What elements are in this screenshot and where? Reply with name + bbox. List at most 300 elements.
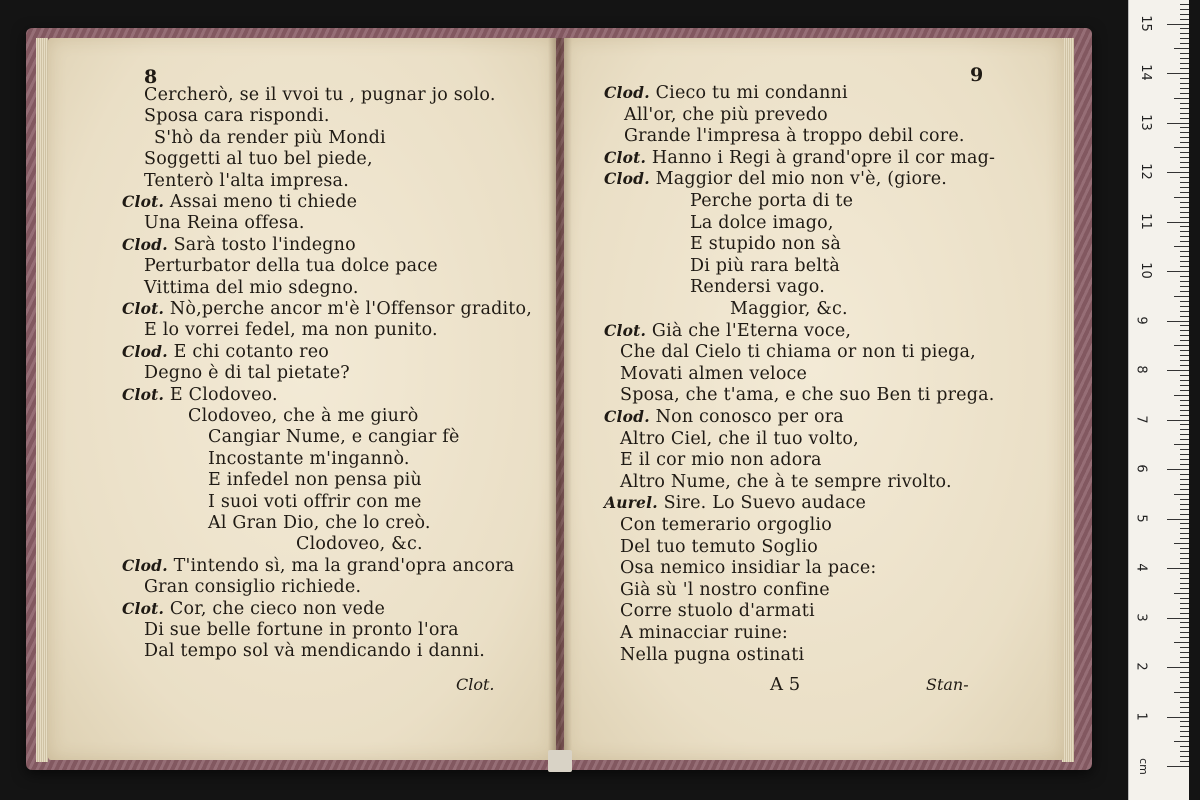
- ruler-tick: [1180, 613, 1189, 614]
- ruler-tick: [1180, 424, 1189, 425]
- ruler-tick: [1180, 276, 1189, 277]
- ruler-tick: [1180, 137, 1189, 138]
- verse-text: Maggior, &c.: [730, 299, 848, 319]
- ruler-tick: [1180, 657, 1189, 658]
- text-line: [144, 619, 459, 641]
- text-line: [620, 579, 830, 601]
- ruler-tick: [1180, 751, 1189, 752]
- ruler-number: 15: [1137, 14, 1153, 32]
- ruler-tick: [1180, 187, 1189, 188]
- text-line: [620, 428, 859, 450]
- text-line: [604, 406, 844, 428]
- text-line: [144, 640, 485, 662]
- ruler-number: 14: [1137, 64, 1153, 81]
- ruler-tick: [1174, 444, 1189, 445]
- ruler-tick: [1180, 340, 1189, 341]
- verse-text: Osa nemico insidiar la pace:: [620, 558, 877, 579]
- text-line: [122, 598, 385, 620]
- text-line: [620, 514, 832, 536]
- ruler-number: 2: [1133, 662, 1149, 671]
- ruler-tick: [1180, 672, 1189, 673]
- ruler-tick: [1180, 33, 1189, 34]
- text-line: [620, 341, 976, 363]
- right-catchword: Stan-: [926, 675, 969, 694]
- ruler-tick: [1167, 420, 1189, 421]
- text-line: [208, 426, 460, 448]
- ruler-tick: [1174, 48, 1189, 49]
- ruler-tick: [1180, 756, 1189, 757]
- text-line: [604, 320, 851, 342]
- ruler-tick: [1167, 667, 1189, 668]
- ruler-tick: [1180, 405, 1189, 406]
- ruler-tick: [1180, 118, 1189, 119]
- text-line: [122, 191, 357, 213]
- text-line: [154, 127, 386, 149]
- text-line: [122, 555, 514, 577]
- ruler-tick: [1180, 504, 1189, 505]
- text-line: [604, 168, 947, 190]
- left-page-number: 8: [144, 66, 158, 88]
- spine-tab: [548, 750, 572, 772]
- ruler-tick: [1180, 627, 1189, 628]
- ruler-tick: [1180, 761, 1189, 762]
- ruler-tick: [1174, 543, 1189, 544]
- ruler-tick: [1180, 464, 1189, 465]
- text-line: [144, 255, 438, 277]
- ruler-tick: [1180, 731, 1189, 732]
- ruler-tick: [1174, 494, 1189, 495]
- ruler-number: 5: [1133, 513, 1149, 523]
- measuring-ruler: [1128, 0, 1189, 800]
- ruler-tick: [1180, 58, 1189, 59]
- speaker-label: Clod.: [122, 234, 168, 254]
- ruler-tick: [1180, 330, 1189, 331]
- text-line: [620, 384, 995, 406]
- text-line: [208, 491, 422, 513]
- ruler-tick: [1180, 236, 1189, 237]
- ruler-number: 7: [1133, 414, 1149, 424]
- text-line: [690, 190, 853, 212]
- verse-text: Una Reina offesa.: [144, 213, 305, 234]
- text-line: [122, 341, 329, 363]
- text-line: [690, 255, 840, 277]
- text-line: [624, 125, 965, 147]
- verse-text: Cangiar Nume, e cangiar fè: [208, 427, 460, 448]
- ruler-tick: [1180, 68, 1189, 69]
- ruler-tick: [1180, 632, 1189, 633]
- verse-text: Incostante m'ingannò.: [208, 448, 410, 469]
- ruler-tick: [1180, 261, 1189, 262]
- ruler-tick: [1180, 202, 1189, 203]
- ruler-tick: [1180, 588, 1189, 589]
- ruler-tick: [1180, 499, 1189, 500]
- verse-text: Soggetti al tuo bel piede,: [144, 149, 373, 170]
- ruler-tick: [1174, 98, 1189, 99]
- ruler-tick: [1180, 553, 1189, 554]
- verse-text: Vittima del mio sdegno.: [144, 277, 359, 298]
- ruler-tick: [1174, 642, 1189, 643]
- verse-text: Grande l'impresa à troppo debil core.: [624, 126, 965, 147]
- ruler-tick: [1180, 286, 1189, 287]
- ruler-tick: [1180, 350, 1189, 351]
- ruler-tick: [1180, 697, 1189, 698]
- ruler-tick: [1180, 702, 1189, 703]
- ruler-tick: [1180, 736, 1189, 737]
- text-line: [620, 600, 815, 622]
- ruler-tick: [1180, 509, 1189, 510]
- ruler-tick: [1180, 558, 1189, 559]
- ruler-tick: [1180, 108, 1189, 109]
- text-line: [188, 405, 418, 427]
- ruler-tick: [1180, 622, 1189, 623]
- ruler-number: 1: [1133, 711, 1149, 721]
- ruler-tick: [1180, 390, 1189, 391]
- ruler-number: 13: [1137, 113, 1153, 131]
- ruler-tick: [1167, 766, 1189, 767]
- ruler-tick: [1180, 9, 1189, 10]
- left-page: [48, 38, 556, 760]
- verse-text: Nò,perche ancor m'è l'Offensor gradito,: [169, 299, 533, 319]
- ruler-tick: [1180, 598, 1189, 599]
- verse-text: Nella pugna ostinati: [620, 644, 805, 665]
- verse-text: I suoi voti offrir con me: [208, 491, 422, 512]
- ruler-tick: [1167, 519, 1189, 520]
- ruler-tick: [1180, 603, 1189, 604]
- verse-text: Altro Ciel, che il tuo volto,: [620, 428, 859, 449]
- ruler-tick: [1180, 528, 1189, 529]
- ruler-tick: [1180, 142, 1189, 143]
- verse-text: Altro Nume, che à te sempre rivolto.: [620, 471, 952, 492]
- ruler-tick: [1180, 459, 1189, 460]
- text-line: [620, 363, 807, 385]
- text-line: [620, 644, 804, 666]
- ruler-tick: [1180, 231, 1189, 232]
- text-line: [624, 104, 828, 126]
- verse-text: Già che l'Eterna voce,: [651, 320, 852, 341]
- ruler-tick: [1180, 14, 1189, 15]
- text-line: [690, 276, 825, 298]
- verse-text: Sarà tosto l'indegno: [173, 234, 356, 255]
- verse-text: Corre stuolo d'armati: [620, 601, 815, 622]
- ruler-tick: [1180, 157, 1189, 158]
- right-page-number: 9: [970, 64, 984, 86]
- text-line: [690, 233, 841, 255]
- ruler-tick: [1180, 192, 1189, 193]
- ruler-tick: [1167, 321, 1189, 322]
- ruler-tick: [1180, 707, 1189, 708]
- ruler-tick: [1167, 24, 1189, 25]
- ruler-tick: [1180, 484, 1189, 485]
- ruler-tick: [1180, 652, 1189, 653]
- verse-text: E infedel non pensa più: [208, 470, 422, 491]
- ruler-tick: [1180, 474, 1189, 475]
- verse-text: Sire. Lo Suevo audace: [663, 493, 867, 514]
- ruler-tick: [1167, 717, 1189, 718]
- verse-text: Sposa cara rispondi.: [144, 106, 330, 127]
- ruler-tick: [1180, 365, 1189, 366]
- ruler-tick: [1167, 618, 1189, 619]
- verse-text: T'intendo sì, ma la grand'opra ancora: [173, 555, 515, 576]
- verse-text: Perturbator della tua dolce pace: [144, 256, 438, 277]
- text-line: [208, 448, 410, 470]
- ruler-tick: [1180, 241, 1189, 242]
- ruler-tick: [1180, 226, 1189, 227]
- ruler-tick: [1180, 132, 1189, 133]
- ruler-number: 9: [1133, 315, 1149, 325]
- ruler-tick: [1180, 573, 1189, 574]
- verse-text: E stupido non sà: [690, 234, 841, 255]
- text-line: [208, 512, 431, 534]
- speaker-label: Clod.: [604, 169, 650, 189]
- ruler-tick: [1180, 578, 1189, 579]
- ruler-tick: [1180, 162, 1189, 163]
- ruler-tick: [1167, 222, 1189, 223]
- ruler-tick: [1180, 256, 1189, 257]
- right-page: [564, 38, 1064, 760]
- ruler-tick: [1180, 583, 1189, 584]
- verse-text: Cor, che cieco non vede: [169, 598, 386, 619]
- verse-text: Maggior del mio non v'è, (giore.: [655, 169, 948, 190]
- ruler-tick: [1180, 177, 1189, 178]
- verse-text: La dolce imago,: [690, 212, 834, 233]
- ruler-tick: [1180, 637, 1189, 638]
- ruler-tick: [1180, 410, 1189, 411]
- text-line: [144, 148, 373, 170]
- verse-text: Gran consiglio richiede.: [144, 577, 362, 598]
- ruler-tick: [1180, 325, 1189, 326]
- text-line: [144, 362, 350, 384]
- speaker-label: Clot.: [122, 192, 165, 211]
- ruler-tick: [1180, 662, 1189, 663]
- ruler-tick: [1174, 246, 1189, 247]
- verse-text: E chi cotanto reo: [173, 341, 330, 362]
- verse-text: Clodoveo, che à me giurò: [188, 406, 419, 426]
- ruler-tick: [1167, 271, 1189, 272]
- ruler-tick: [1180, 479, 1189, 480]
- ruler-tick: [1180, 83, 1189, 84]
- verse-text: Movati almen veloce: [620, 363, 808, 384]
- text-line: [144, 576, 361, 598]
- speaker-label: Clot.: [604, 147, 647, 167]
- ruler-number: 10: [1137, 262, 1153, 279]
- ruler-tick: [1180, 207, 1189, 208]
- ruler-tick: [1180, 291, 1189, 292]
- ruler-tick: [1180, 335, 1189, 336]
- speaker-label: Aurel.: [604, 493, 658, 513]
- ruler-tick: [1180, 301, 1189, 302]
- ruler-tick: [1180, 113, 1189, 114]
- text-line: [144, 212, 305, 234]
- text-line: [122, 298, 532, 320]
- left-page-edges: [36, 38, 48, 762]
- text-line: [620, 449, 822, 471]
- ruler-tick: [1180, 63, 1189, 64]
- ruler-tick: [1180, 182, 1189, 183]
- ruler-tick: [1174, 741, 1189, 742]
- ruler-number: 12: [1137, 163, 1153, 180]
- verse-text: Sposa, che t'ama, e che suo Ben ti prega.: [620, 385, 995, 406]
- ruler-tick: [1180, 38, 1189, 39]
- text-line: [208, 469, 422, 491]
- speaker-label: Clod.: [122, 341, 168, 361]
- ruler-tick: [1180, 489, 1189, 490]
- ruler-tick: [1180, 380, 1189, 381]
- ruler-tick: [1167, 73, 1189, 74]
- ruler-tick: [1180, 28, 1189, 29]
- ruler-tick: [1180, 439, 1189, 440]
- text-line: [604, 492, 866, 514]
- ruler-tick: [1180, 251, 1189, 252]
- left-catchword: Clot.: [456, 675, 495, 694]
- verse-text: Che dal Cielo ti chiama or non ti piega,: [620, 342, 976, 363]
- verse-text: Al Gran Dio, che lo creò.: [208, 513, 431, 533]
- ruler-tick: [1174, 345, 1189, 346]
- text-line: [122, 384, 278, 406]
- ruler-tick: [1180, 677, 1189, 678]
- speaker-label: Clot.: [122, 598, 165, 618]
- ruler-tick: [1180, 167, 1189, 168]
- ruler-tick: [1174, 147, 1189, 148]
- ruler-tick: [1167, 123, 1189, 124]
- ruler-tick: [1180, 385, 1189, 386]
- verse-text: All'or, che più prevedo: [624, 104, 828, 125]
- ruler-tick: [1180, 538, 1189, 539]
- ruler-tick: [1167, 568, 1189, 569]
- ruler-tick: [1180, 721, 1189, 722]
- ruler-tick: [1174, 296, 1189, 297]
- ruler-tick: [1180, 212, 1189, 213]
- text-line: [144, 105, 330, 127]
- speaker-label: Clot.: [122, 299, 165, 318]
- verse-text: Cieco tu mi condanni: [655, 83, 848, 103]
- verse-text: Di sue belle fortune in pronto l'ora: [144, 620, 459, 640]
- ruler-tick: [1180, 93, 1189, 94]
- ruler-tick: [1174, 197, 1189, 198]
- speaker-label: Clod.: [604, 83, 650, 102]
- text-line: [620, 622, 788, 644]
- ruler-tick: [1180, 434, 1189, 435]
- ruler-tick: [1167, 172, 1189, 173]
- ruler-number: 6: [1133, 464, 1149, 473]
- text-line: [620, 471, 952, 493]
- ruler-tick: [1180, 449, 1189, 450]
- verse-text: Non conosco per ora: [655, 407, 844, 427]
- speaker-label: Clot.: [604, 320, 647, 340]
- ruler-number: 4: [1133, 563, 1149, 572]
- verse-text: Del tuo temuto Soglio: [620, 536, 818, 557]
- signature-mark: A 5: [770, 674, 801, 695]
- verse-text: E lo vorrei fedel, ma non punito.: [144, 320, 438, 341]
- text-line: [604, 147, 995, 169]
- text-line: [144, 170, 349, 192]
- ruler-tick: [1174, 692, 1189, 693]
- text-line: [604, 82, 848, 104]
- ruler-tick: [1180, 43, 1189, 44]
- ruler-tick: [1180, 454, 1189, 455]
- speaker-label: Clod.: [604, 407, 650, 426]
- verse-text: Degno è di tal pietate?: [144, 363, 350, 384]
- verse-text: A minacciar ruine:: [620, 623, 789, 643]
- ruler-tick: [1180, 687, 1189, 688]
- speaker-label: Clod.: [122, 555, 168, 575]
- ruler-tick: [1180, 19, 1189, 20]
- ruler-tick: [1180, 563, 1189, 564]
- verse-text: Dal tempo sol và mendicando i danni.: [144, 641, 485, 662]
- ruler-tick: [1167, 370, 1189, 371]
- ruler-tick: [1180, 712, 1189, 713]
- ruler-tick: [1180, 514, 1189, 515]
- ruler-tick: [1180, 415, 1189, 416]
- ruler-tick: [1180, 523, 1189, 524]
- verse-text: Di più rara beltà: [690, 255, 841, 276]
- text-line: [144, 84, 496, 106]
- text-line: [690, 212, 834, 234]
- text-line: [296, 533, 423, 555]
- ruler-tick: [1180, 152, 1189, 153]
- text-line: [620, 536, 818, 558]
- ruler-tick: [1174, 395, 1189, 396]
- ruler-tick: [1180, 429, 1189, 430]
- verse-text: Cercherò, se il vvoi tu , pugnar jo solo.: [144, 85, 496, 105]
- ruler-number: 8: [1133, 365, 1149, 374]
- ruler-tick: [1180, 548, 1189, 549]
- ruler-tick: [1180, 217, 1189, 218]
- ruler-tick: [1180, 608, 1189, 609]
- ruler-unit: cm: [1136, 758, 1150, 775]
- ruler-tick: [1180, 127, 1189, 128]
- text-line: [730, 298, 848, 320]
- ruler-tick: [1167, 469, 1189, 470]
- ruler-tick: [1180, 360, 1189, 361]
- ruler-tick: [1180, 4, 1189, 5]
- ruler-tick: [1180, 53, 1189, 54]
- ruler-tick: [1180, 78, 1189, 79]
- ruler-number: 11: [1137, 212, 1153, 230]
- text-line: [144, 319, 438, 341]
- verse-text: Perche porta di te: [690, 191, 854, 211]
- text-line: [122, 234, 356, 256]
- ruler-tick: [1174, 593, 1189, 594]
- speaker-label: Clot.: [122, 384, 165, 404]
- ruler-tick: [1180, 316, 1189, 317]
- ruler-tick: [1180, 746, 1189, 747]
- ruler-tick: [1180, 281, 1189, 282]
- ruler-tick: [1180, 375, 1189, 376]
- verse-text: Con temerario orgoglio: [620, 515, 832, 535]
- ruler-tick: [1180, 682, 1189, 683]
- verse-text: Già sù 'l nostro confine: [620, 579, 830, 600]
- verse-text: E il cor mio non adora: [620, 450, 822, 471]
- verse-text: Assai meno ti chiede: [169, 192, 358, 212]
- ruler-number: 3: [1133, 612, 1149, 622]
- ruler-tick: [1180, 726, 1189, 727]
- ruler-tick: [1180, 306, 1189, 307]
- ruler-tick: [1180, 266, 1189, 267]
- ruler-tick: [1180, 311, 1189, 312]
- verse-text: Tenterò l'alta impresa.: [144, 170, 349, 191]
- ruler-tick: [1180, 533, 1189, 534]
- verse-text: Hanno i Regi à grand'opre il cor mag-: [651, 147, 996, 168]
- verse-text: E Clodoveo.: [169, 384, 278, 405]
- ruler-tick: [1180, 647, 1189, 648]
- ruler-tick: [1180, 88, 1189, 89]
- text-line: [620, 557, 877, 579]
- ruler-tick: [1180, 103, 1189, 104]
- verse-text: Clodoveo, &c.: [296, 534, 423, 555]
- text-line: [144, 277, 359, 299]
- ruler-tick: [1180, 400, 1189, 401]
- ruler-tick: [1180, 355, 1189, 356]
